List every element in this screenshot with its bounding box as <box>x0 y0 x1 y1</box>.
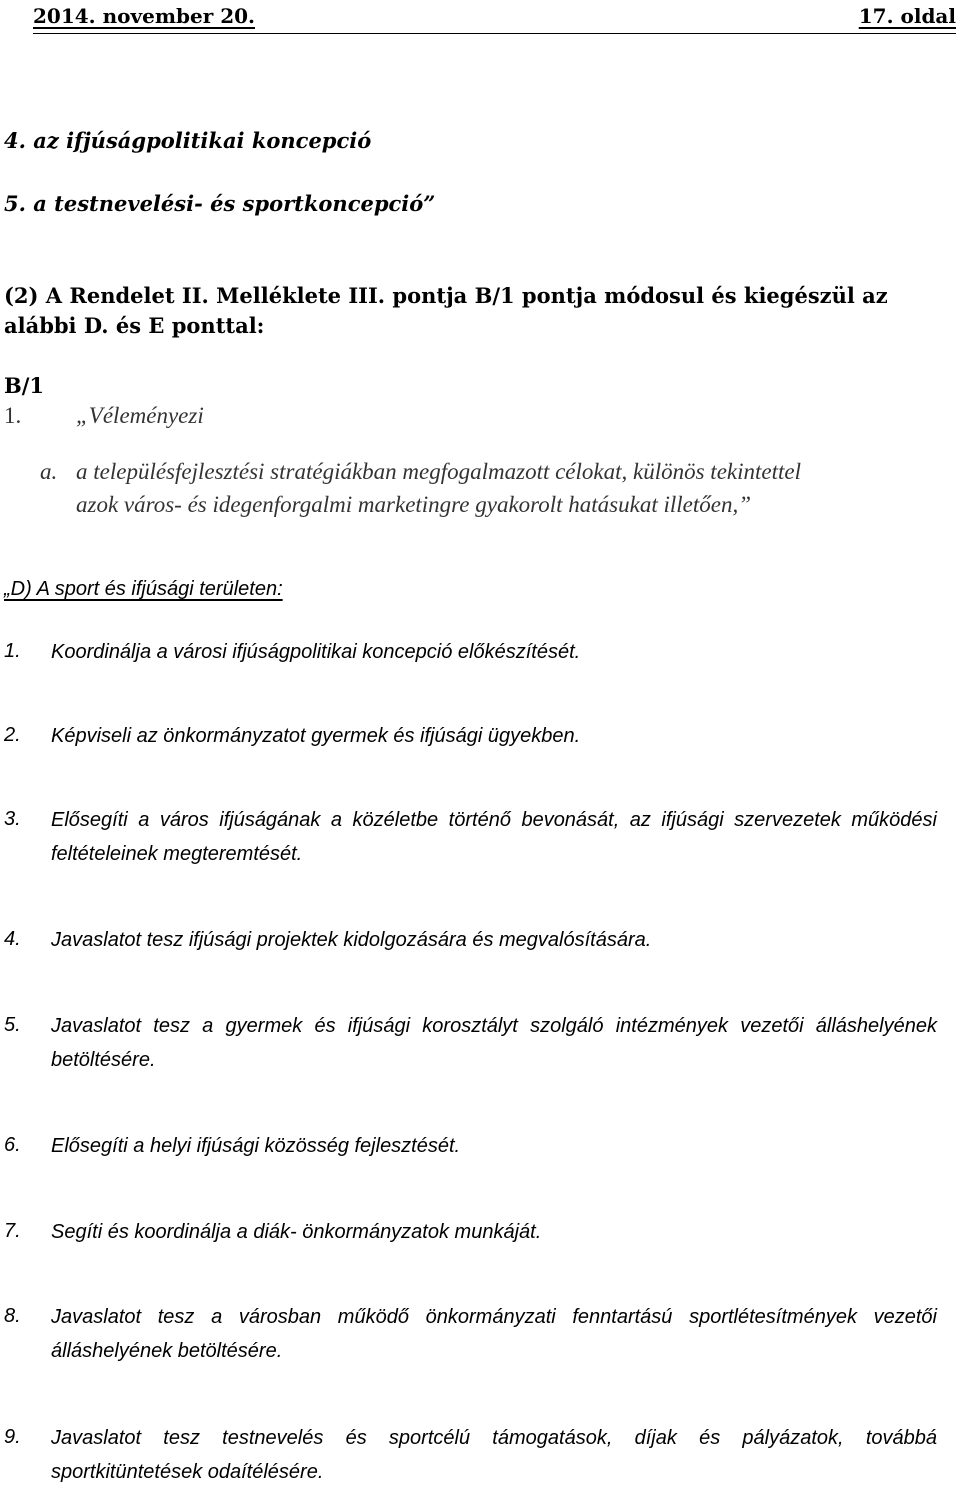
d-item-number: 4. <box>4 928 21 950</box>
paragraph-line-2: alábbi D. és E ponttal: <box>4 313 265 338</box>
section-item-title: „Véleményezi <box>76 403 204 428</box>
d-section-title: „D) A sport és ifjúsági területen: <box>4 578 283 600</box>
d-item-text: Képviseli az önkormányzatot gyermek és ifjúsági ügyekben. <box>51 725 581 747</box>
d-item-text: Javaslatot tesz ifjúsági projektek kidolgozására és megvalósítására. <box>51 929 652 951</box>
d-item-text: Segíti és koordinálja a diák- önkormányzatok munkáját. <box>51 1221 542 1243</box>
header-page-number: 17. oldal <box>858 4 956 28</box>
d-item-text: Elősegíti a helyi ifjúsági közösség fejlesztését. <box>51 1135 461 1157</box>
header-rule <box>33 33 956 34</box>
d-item-text: Javaslatot tesz a városban működő önkormányzati fenntartású sportlétesítmények vezetői álláshelyének betöltésére. <box>51 1306 937 1362</box>
sub-item-line-1: a településfejlesztési stratégiákban megfogalmazott célokat, különös tekintettel <box>76 459 801 484</box>
d-item-number: 5. <box>4 1014 21 1036</box>
d-item-text: Javaslatot tesz a gyermek és ifjúsági korosztályt szolgáló intézmények vezetői álláshelyének betöltésére. <box>51 1015 937 1071</box>
d-item-number: 1. <box>4 640 21 662</box>
sub-item-line-2: azok város- és idegenforgalmi marketingre gyakorolt hatásukat illetően,” <box>76 492 751 517</box>
d-item-number: 3. <box>4 808 21 830</box>
sub-item-letter: a. <box>40 459 58 484</box>
d-item-text: Koordinálja a városi ifjúságpolitikai koncepció előkészítését. <box>51 641 581 663</box>
d-item-number: 8. <box>4 1305 21 1327</box>
d-item-number: 9. <box>4 1426 21 1448</box>
d-item-number: 6. <box>4 1134 21 1156</box>
section-item-number: 1. <box>4 403 22 428</box>
paragraph-line-1: (2) A Rendelet II. Melléklete III. pontja B/1 pontja módosul és kiegészül az <box>4 283 888 308</box>
list-item-sportkoncepcio: 5. a testnevelési- és sportkoncepció” <box>4 191 436 216</box>
list-item-ifjusagpolitikai: 4. az ifjúságpolitikai koncepció <box>4 128 372 153</box>
d-item-text: Elősegíti a város ifjúságának a közéletbe történő bevonását, az ifjúsági szervezetek működési feltételeinek megteremtését. <box>51 809 937 865</box>
d-item-number: 2. <box>4 724 21 746</box>
d-item-text: Javaslatot tesz testnevelés és sportcélú támogatások, díjak és pályázatok, továbbá sportkitüntetések odaítélésére. <box>51 1427 937 1483</box>
section-code: B/1 <box>4 373 45 398</box>
header-date: 2014. november 20. <box>33 4 255 28</box>
page-header <box>0 0 960 40</box>
d-item-number: 7. <box>4 1220 21 1242</box>
